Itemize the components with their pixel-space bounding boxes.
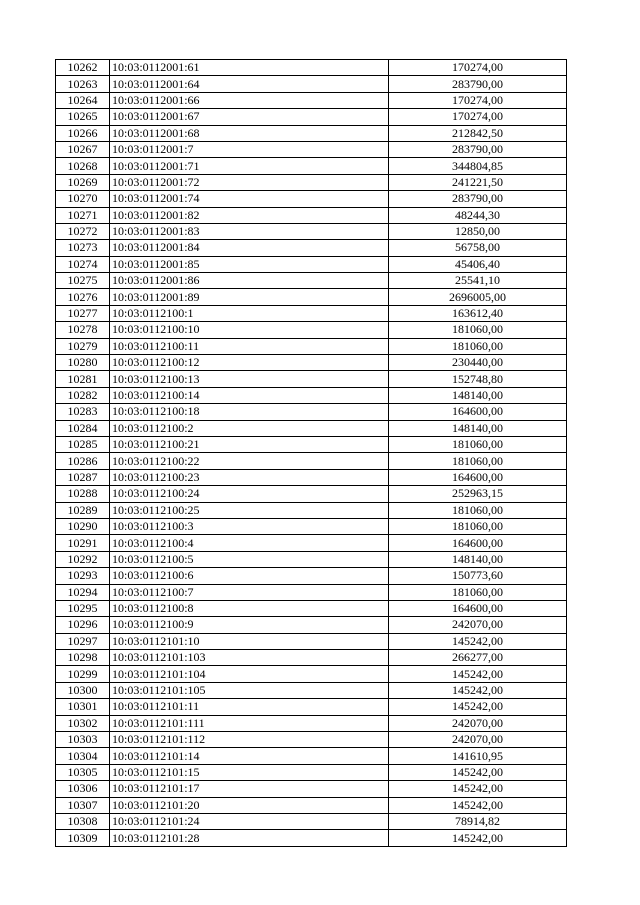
cadastral-value: 212842,50 xyxy=(389,125,567,141)
cadastral-number: 10:03:0112001:64 xyxy=(110,76,389,92)
cadastral-value: 145242,00 xyxy=(389,797,567,813)
cadastral-number: 10:03:0112100:6 xyxy=(110,568,389,584)
cadastral-number: 10:03:0112100:4 xyxy=(110,535,389,551)
table-row xyxy=(56,633,567,649)
cadastral-value: 45406,40 xyxy=(389,256,567,272)
row-number: 10305 xyxy=(56,764,110,780)
table-row xyxy=(56,289,567,305)
row-number: 10309 xyxy=(56,830,110,846)
row-number: 10287 xyxy=(56,469,110,485)
row-number: 10281 xyxy=(56,371,110,387)
row-number: 10263 xyxy=(56,76,110,92)
cadastral-number: 10:03:0112100:8 xyxy=(110,600,389,616)
cadastral-value: 145242,00 xyxy=(389,830,567,846)
cadastral-value-table xyxy=(55,59,567,847)
row-number: 10298 xyxy=(56,650,110,666)
cadastral-number: 10:03:0112001:7 xyxy=(110,141,389,157)
row-number: 10292 xyxy=(56,551,110,567)
cadastral-value: 12850,00 xyxy=(389,223,567,239)
cadastral-value: 283790,00 xyxy=(389,191,567,207)
table-row xyxy=(56,273,567,289)
cadastral-number: 10:03:0112101:14 xyxy=(110,748,389,764)
table-row xyxy=(56,305,567,321)
row-number: 10266 xyxy=(56,125,110,141)
cadastral-number: 10:03:0112101:105 xyxy=(110,682,389,698)
row-number: 10270 xyxy=(56,191,110,207)
row-number: 10302 xyxy=(56,715,110,731)
table-row xyxy=(56,830,567,846)
table-row xyxy=(56,240,567,256)
cadastral-value: 242070,00 xyxy=(389,617,567,633)
row-number: 10267 xyxy=(56,141,110,157)
row-number: 10290 xyxy=(56,518,110,534)
table-row xyxy=(56,715,567,731)
cadastral-value: 181060,00 xyxy=(389,338,567,354)
cadastral-value: 170274,00 xyxy=(389,92,567,108)
cadastral-number: 10:03:0112101:104 xyxy=(110,666,389,682)
row-number: 10265 xyxy=(56,109,110,125)
row-number: 10273 xyxy=(56,240,110,256)
row-number: 10285 xyxy=(56,436,110,452)
cadastral-value: 78914,82 xyxy=(389,813,567,829)
cadastral-number: 10:03:0112100:24 xyxy=(110,486,389,502)
table-row xyxy=(56,338,567,354)
row-number: 10269 xyxy=(56,174,110,190)
cadastral-value: 56758,00 xyxy=(389,240,567,256)
table-row xyxy=(56,109,567,125)
row-number: 10289 xyxy=(56,502,110,518)
table-row xyxy=(56,174,567,190)
table-row xyxy=(56,650,567,666)
table-row xyxy=(56,518,567,534)
cadastral-number: 10:03:0112001:84 xyxy=(110,240,389,256)
table-row xyxy=(56,223,567,239)
cadastral-value: 145242,00 xyxy=(389,633,567,649)
table-row xyxy=(56,387,567,403)
cadastral-value: 2696005,00 xyxy=(389,289,567,305)
table-row xyxy=(56,813,567,829)
cadastral-number: 10:03:0112100:5 xyxy=(110,551,389,567)
row-number: 10301 xyxy=(56,699,110,715)
cadastral-value: 181060,00 xyxy=(389,584,567,600)
table-row xyxy=(56,584,567,600)
cadastral-value: 181060,00 xyxy=(389,436,567,452)
cadastral-number: 10:03:0112100:22 xyxy=(110,453,389,469)
cadastral-value: 145242,00 xyxy=(389,764,567,780)
cadastral-number: 10:03:0112100:9 xyxy=(110,617,389,633)
table-row xyxy=(56,420,567,436)
row-number: 10262 xyxy=(56,60,110,76)
cadastral-value: 48244,30 xyxy=(389,207,567,223)
table-row xyxy=(56,732,567,748)
cadastral-value: 164600,00 xyxy=(389,404,567,420)
row-number: 10293 xyxy=(56,568,110,584)
row-number: 10264 xyxy=(56,92,110,108)
table-row xyxy=(56,469,567,485)
table-row xyxy=(56,256,567,272)
row-number: 10280 xyxy=(56,355,110,371)
row-number: 10299 xyxy=(56,666,110,682)
cadastral-value: 163612,40 xyxy=(389,305,567,321)
table-row xyxy=(56,453,567,469)
cadastral-value: 181060,00 xyxy=(389,518,567,534)
table-row xyxy=(56,404,567,420)
table-row xyxy=(56,551,567,567)
table-row xyxy=(56,92,567,108)
row-number: 10288 xyxy=(56,486,110,502)
cadastral-number: 10:03:0112001:71 xyxy=(110,158,389,174)
table-row xyxy=(56,141,567,157)
table-row xyxy=(56,158,567,174)
table-row xyxy=(56,355,567,371)
cadastral-number: 10:03:0112101:112 xyxy=(110,732,389,748)
cadastral-value: 145242,00 xyxy=(389,699,567,715)
cadastral-value: 145242,00 xyxy=(389,682,567,698)
cadastral-number: 10:03:0112001:85 xyxy=(110,256,389,272)
row-number: 10296 xyxy=(56,617,110,633)
cadastral-value: 164600,00 xyxy=(389,469,567,485)
cadastral-value: 164600,00 xyxy=(389,600,567,616)
cadastral-number: 10:03:0112100:25 xyxy=(110,502,389,518)
table-row xyxy=(56,781,567,797)
cadastral-number: 10:03:0112101:111 xyxy=(110,715,389,731)
row-number: 10306 xyxy=(56,781,110,797)
row-number: 10286 xyxy=(56,453,110,469)
cadastral-value: 25541,10 xyxy=(389,273,567,289)
table-row xyxy=(56,682,567,698)
table-row xyxy=(56,666,567,682)
table-row xyxy=(56,486,567,502)
table-row xyxy=(56,535,567,551)
table-row xyxy=(56,568,567,584)
row-number: 10275 xyxy=(56,273,110,289)
row-number: 10307 xyxy=(56,797,110,813)
cadastral-value: 148140,00 xyxy=(389,387,567,403)
cadastral-value: 241221,50 xyxy=(389,174,567,190)
table-row xyxy=(56,699,567,715)
cadastral-value: 242070,00 xyxy=(389,715,567,731)
cadastral-number: 10:03:0112101:103 xyxy=(110,650,389,666)
cadastral-value: 145242,00 xyxy=(389,781,567,797)
row-number: 10291 xyxy=(56,535,110,551)
cadastral-value: 181060,00 xyxy=(389,322,567,338)
row-number: 10304 xyxy=(56,748,110,764)
cadastral-value: 150773,60 xyxy=(389,568,567,584)
table-row xyxy=(56,764,567,780)
cadastral-number: 10:03:0112001:83 xyxy=(110,223,389,239)
table-row xyxy=(56,436,567,452)
table-row xyxy=(56,371,567,387)
cadastral-number: 10:03:0112101:28 xyxy=(110,830,389,846)
row-number: 10294 xyxy=(56,584,110,600)
table-body xyxy=(56,60,567,847)
cadastral-value: 170274,00 xyxy=(389,60,567,76)
cadastral-value: 141610,95 xyxy=(389,748,567,764)
row-number: 10268 xyxy=(56,158,110,174)
row-number: 10279 xyxy=(56,338,110,354)
table-row xyxy=(56,322,567,338)
cadastral-value: 152748,80 xyxy=(389,371,567,387)
row-number: 10282 xyxy=(56,387,110,403)
cadastral-number: 10:03:0112101:17 xyxy=(110,781,389,797)
row-number: 10271 xyxy=(56,207,110,223)
cadastral-number: 10:03:0112101:15 xyxy=(110,764,389,780)
table-row xyxy=(56,60,567,76)
cadastral-number: 10:03:0112100:3 xyxy=(110,518,389,534)
table-row xyxy=(56,797,567,813)
cadastral-value: 181060,00 xyxy=(389,453,567,469)
cadastral-number: 10:03:0112001:86 xyxy=(110,273,389,289)
row-number: 10303 xyxy=(56,732,110,748)
cadastral-number: 10:03:0112001:61 xyxy=(110,60,389,76)
cadastral-number: 10:03:0112100:2 xyxy=(110,420,389,436)
row-number: 10283 xyxy=(56,404,110,420)
cadastral-value: 148140,00 xyxy=(389,551,567,567)
table-row xyxy=(56,748,567,764)
cadastral-number: 10:03:0112100:14 xyxy=(110,387,389,403)
row-number: 10295 xyxy=(56,600,110,616)
cadastral-value: 148140,00 xyxy=(389,420,567,436)
cadastral-number: 10:03:0112001:67 xyxy=(110,109,389,125)
row-number: 10276 xyxy=(56,289,110,305)
table-row xyxy=(56,191,567,207)
cadastral-number: 10:03:0112001:66 xyxy=(110,92,389,108)
cadastral-number: 10:03:0112101:24 xyxy=(110,813,389,829)
cadastral-number: 10:03:0112001:68 xyxy=(110,125,389,141)
cadastral-value: 266277,00 xyxy=(389,650,567,666)
row-number: 10300 xyxy=(56,682,110,698)
table-row xyxy=(56,600,567,616)
cadastral-number: 10:03:0112001:72 xyxy=(110,174,389,190)
table-row xyxy=(56,125,567,141)
cadastral-number: 10:03:0112100:12 xyxy=(110,355,389,371)
row-number: 10277 xyxy=(56,305,110,321)
cadastral-number: 10:03:0112001:89 xyxy=(110,289,389,305)
row-number: 10272 xyxy=(56,223,110,239)
table-row xyxy=(56,76,567,92)
cadastral-number: 10:03:0112100:11 xyxy=(110,338,389,354)
cadastral-value: 164600,00 xyxy=(389,535,567,551)
cadastral-value: 145242,00 xyxy=(389,666,567,682)
cadastral-value: 181060,00 xyxy=(389,502,567,518)
cadastral-value: 170274,00 xyxy=(389,109,567,125)
cadastral-value: 344804,85 xyxy=(389,158,567,174)
cadastral-value: 283790,00 xyxy=(389,141,567,157)
table-row xyxy=(56,502,567,518)
row-number: 10284 xyxy=(56,420,110,436)
cadastral-number: 10:03:0112100:10 xyxy=(110,322,389,338)
cadastral-number: 10:03:0112101:20 xyxy=(110,797,389,813)
cadastral-value: 283790,00 xyxy=(389,76,567,92)
row-number: 10297 xyxy=(56,633,110,649)
cadastral-number: 10:03:0112001:74 xyxy=(110,191,389,207)
cadastral-number: 10:03:0112100:13 xyxy=(110,371,389,387)
cadastral-number: 10:03:0112100:1 xyxy=(110,305,389,321)
cadastral-value: 252963,15 xyxy=(389,486,567,502)
row-number: 10274 xyxy=(56,256,110,272)
cadastral-number: 10:03:0112100:23 xyxy=(110,469,389,485)
cadastral-number: 10:03:0112001:82 xyxy=(110,207,389,223)
row-number: 10278 xyxy=(56,322,110,338)
cadastral-number: 10:03:0112101:10 xyxy=(110,633,389,649)
table-row xyxy=(56,617,567,633)
table-row xyxy=(56,207,567,223)
row-number: 10308 xyxy=(56,813,110,829)
cadastral-number: 10:03:0112101:11 xyxy=(110,699,389,715)
cadastral-value: 242070,00 xyxy=(389,732,567,748)
cadastral-value: 230440,00 xyxy=(389,355,567,371)
cadastral-number: 10:03:0112100:18 xyxy=(110,404,389,420)
cadastral-number: 10:03:0112100:7 xyxy=(110,584,389,600)
cadastral-number: 10:03:0112100:21 xyxy=(110,436,389,452)
